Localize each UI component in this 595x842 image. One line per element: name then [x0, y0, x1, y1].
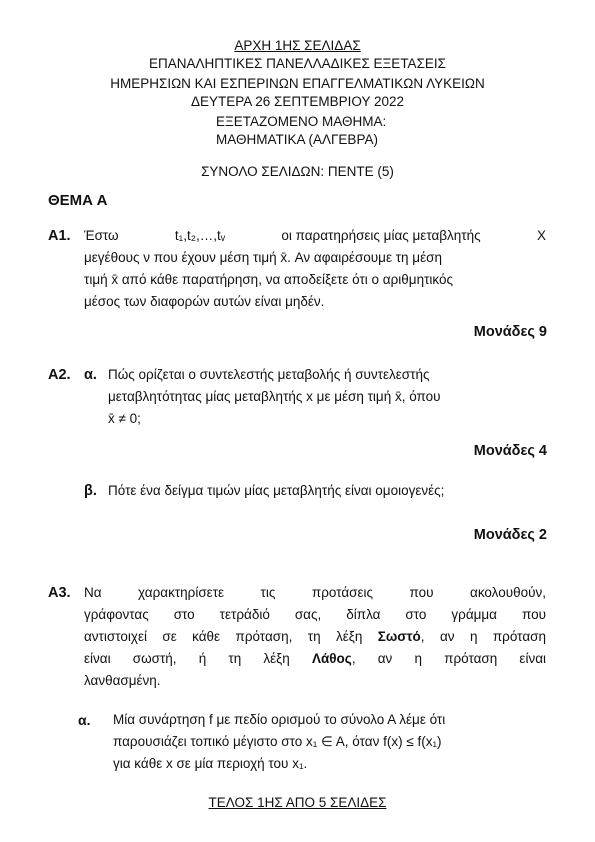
subject-label: ΕΞΕΤΑΖΟΜΕΝΟ ΜΑΘΗΜΑ:: [216, 114, 387, 129]
a3-item-alpha-line2: παρουσιάζει τοπικό μέγιστο στο x₁ ∈ A, όταν f(x) ≤ f(x₁): [113, 734, 442, 749]
a1-line1-start: Έστω: [84, 228, 119, 243]
a2-beta-text: Πότε ένα δείγμα τιμών μίας μεταβλητής είναι ομοιογενές;: [108, 483, 445, 498]
question-a2-label: Α2.: [48, 367, 71, 383]
a3-line3-end: , αν η πρόταση: [420, 629, 546, 644]
theme-title: ΘΕΜΑ Α: [48, 192, 108, 209]
exam-title-line2: ΗΜΕΡΗΣΙΩΝ ΚΑΙ ΕΣΠΕΡΙΝΩΝ ΕΠΑΓΓΕΛΜΑΤΙΚΩΝ ΛΥΚΕΙΩΝ: [110, 76, 485, 91]
a3-line3-start: αντιστοιχεί σε κάθε πρόταση, τη λέξη: [84, 629, 363, 644]
a3-item-alpha-line1: Μία συνάρτηση f με πεδίο ορισμού το σύνολο Α λέμε ότι: [113, 712, 446, 727]
total-pages: ΣΥΝΟΛΟ ΣΕΛΙΔΩΝ: ΠΕΝΤΕ (5): [201, 164, 394, 179]
a1-points: Μονάδες 9: [473, 324, 547, 340]
word-false: Λάθος: [311, 651, 352, 666]
page-start-label: ΑΡΧΗ 1ΗΣ ΣΕΛΙΔΑΣ: [234, 38, 361, 53]
a2-alpha-line2: μεταβλητότητας μίας μεταβλητής x με μέση τιμή x̄, όπου: [108, 389, 441, 404]
a1-line2: μεγέθους ν που έχουν μέση τιμή x̄. Αν αφαιρέσουμε τη μέση: [84, 250, 442, 265]
a1-variables: t₁,t₂,…,tᵥ: [174, 228, 226, 243]
a1-line4: μέσος των διαφορών αυτών είναι μηδέν.: [84, 294, 325, 309]
a2-alpha-points: Μονάδες 4: [473, 443, 547, 459]
exam-title-line1: ΕΠΑΝΑΛΗΠΤΙΚΕΣ ΠΑΝΕΛΛΑΔΙΚΕΣ ΕΞΕΤΑΣΕΙΣ: [148, 56, 447, 71]
question-a3-label: Α3.: [48, 585, 71, 601]
question-a1-label: Α1.: [48, 228, 71, 244]
a3-line3: [84, 626, 546, 648]
question-a1-text: [84, 225, 546, 313]
a3-line4-end: , αν η πρόταση είναι: [351, 651, 546, 666]
a3-item-alpha-line3: για κάθε x σε μία περιοχή του x₁.: [113, 756, 308, 771]
exam-date: ΔΕΥΤΕΡΑ 26 ΣΕΠΤΕΜΒΡΙΟΥ 2022: [190, 94, 405, 109]
a1-line3: τιμή x̄ από κάθε παρατήρηση, να αποδείξετε ότι ο αριθμητικός: [84, 272, 454, 287]
a3-line4: [84, 648, 546, 670]
a3-item-alpha-label: α.: [78, 712, 91, 728]
a2-alpha-line1: Πώς ορίζεται ο συντελεστής μεταβολής ή συντελεστής: [108, 367, 430, 382]
a2-beta-label: β.: [84, 483, 97, 499]
a3-line5: λανθασμένη.: [84, 673, 161, 688]
a3-line4-start: είναι σωστή, ή τη λέξη: [84, 651, 290, 666]
a2-alpha-line3: x̄ ≠ 0;: [108, 411, 141, 426]
a3-line2: γράφοντας στο τετράδιό σας, δίπλα στο γράμμα που: [84, 607, 546, 622]
question-a3-text: [84, 582, 546, 692]
a1-line1-end: οι παρατηρήσεις μίας μεταβλητής: [281, 228, 481, 243]
a3-line1: Να χαρακτηρίσετε τις προτάσεις που ακολουθούν,: [84, 585, 546, 600]
a2-beta-points: Μονάδες 2: [473, 527, 547, 543]
a2-alpha-label: α.: [84, 367, 97, 383]
word-true: Σωστό: [377, 629, 421, 644]
page-end-label: ΤΕΛΟΣ 1ΗΣ ΑΠΟ 5 ΣΕΛΙΔΕΣ: [208, 795, 387, 810]
subject-name: ΜΑΘΗΜΑΤΙΚΑ (ΑΛΓΕΒΡΑ): [216, 132, 378, 147]
a2-alpha-text: [108, 364, 546, 430]
a3-item-alpha-text: [113, 709, 546, 775]
a1-variable-x: X: [536, 228, 546, 243]
